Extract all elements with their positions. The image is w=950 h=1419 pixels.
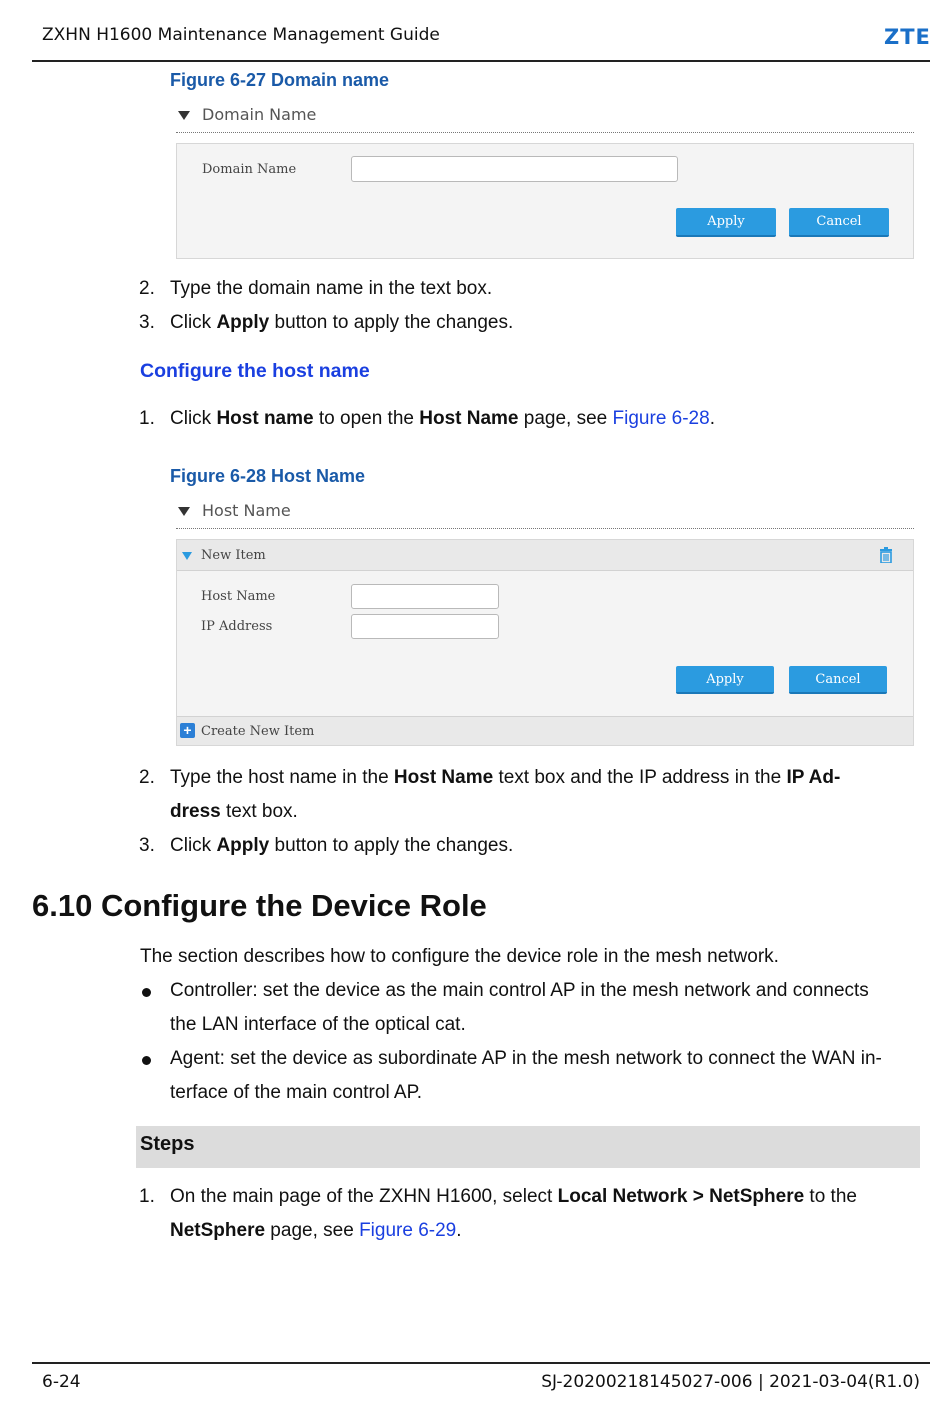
bullet-text: Agent: set the device as subordinate AP in the mesh network to connect the WAN in- bbox=[170, 1048, 882, 1069]
domain-name-label: Domain Name bbox=[202, 162, 297, 177]
step-text: Type the domain name in the text box. bbox=[170, 278, 493, 299]
header-rule bbox=[32, 60, 930, 62]
ip-address-input[interactable] bbox=[351, 614, 499, 639]
step-text: On the main page of the ZXHN H1600, select Local Network > NetSphere to the bbox=[170, 1186, 857, 1207]
trash-icon[interactable] bbox=[879, 547, 893, 563]
apply-button[interactable]: Apply bbox=[676, 666, 774, 694]
step-number: 2. bbox=[139, 767, 155, 788]
bullet-text-continued: terface of the main control AP. bbox=[170, 1082, 423, 1103]
ip-address-label: IP Address bbox=[201, 619, 273, 634]
collapse-triangle-icon bbox=[178, 507, 190, 516]
cancel-button[interactable]: Cancel bbox=[789, 208, 889, 237]
steps-heading-bar bbox=[136, 1126, 920, 1168]
step-text: Type the host name in the Host Name text box and the IP address in the IP Ad- bbox=[170, 767, 841, 788]
create-new-item-row[interactable] bbox=[177, 716, 913, 745]
domain-name-panel bbox=[176, 143, 914, 259]
step-number: 3. bbox=[139, 835, 155, 856]
step-text-continued: dress text box. bbox=[170, 801, 298, 822]
plus-icon: + bbox=[180, 723, 195, 738]
step-text: Click Apply button to apply the changes. bbox=[170, 835, 514, 856]
bullet-text: Controller: set the device as the main control AP in the mesh network and connects bbox=[170, 980, 869, 1001]
figure-caption-6-27: Figure 6-27 Domain name bbox=[170, 70, 390, 90]
create-new-item-label: Create New Item bbox=[201, 724, 315, 739]
step-number: 1. bbox=[139, 408, 155, 429]
document-id: SJ-20200218145027-006 | 2021-03-04(R1.0) bbox=[541, 1372, 920, 1392]
host-name-panel bbox=[176, 539, 914, 746]
page-number: 6-24 bbox=[42, 1372, 81, 1392]
section-divider bbox=[176, 528, 914, 529]
step-text: Click Host name to open the Host Name page, see Figure 6-28. bbox=[170, 408, 715, 429]
host-name-section-header[interactable]: Host Name bbox=[178, 501, 291, 520]
running-header-title: ZXHN H1600 Maintenance Management Guide bbox=[42, 25, 440, 45]
section-intro: The section describes how to configure the device role in the mesh network. bbox=[140, 946, 779, 967]
subheading-configure-host-name: Configure the host name bbox=[140, 360, 370, 382]
bullet-icon bbox=[142, 1056, 151, 1065]
host-name-input[interactable] bbox=[351, 584, 499, 609]
apply-button[interactable]: Apply bbox=[676, 208, 776, 237]
steps-heading: Steps bbox=[140, 1133, 195, 1155]
figure-link[interactable]: Figure 6-28 bbox=[612, 408, 710, 429]
figure-link[interactable]: Figure 6-29 bbox=[359, 1220, 457, 1241]
host-name-label: Host Name bbox=[201, 589, 276, 604]
domain-name-section-header[interactable]: Domain Name bbox=[178, 105, 316, 124]
expand-triangle-icon bbox=[182, 552, 192, 560]
footer-rule bbox=[32, 1362, 930, 1364]
bullet-icon bbox=[142, 988, 151, 997]
step-text-continued: NetSphere page, see Figure 6-29. bbox=[170, 1220, 462, 1241]
bullet-text-continued: the LAN interface of the optical cat. bbox=[170, 1014, 466, 1035]
zte-logo: ZTE bbox=[884, 25, 931, 49]
step-text: Click Apply button to apply the changes. bbox=[170, 312, 514, 333]
section-heading: 6.10 Configure the Device Role bbox=[32, 888, 487, 923]
section-divider bbox=[176, 132, 914, 133]
domain-name-input[interactable] bbox=[351, 156, 678, 182]
step-number: 2. bbox=[139, 278, 155, 299]
collapse-triangle-icon bbox=[178, 111, 190, 120]
new-item-label: New Item bbox=[201, 548, 266, 563]
step-number: 3. bbox=[139, 312, 155, 333]
cancel-button[interactable]: Cancel bbox=[789, 666, 887, 694]
figure-caption-6-28: Figure 6-28 Host Name bbox=[170, 466, 366, 486]
new-item-header[interactable] bbox=[177, 540, 913, 571]
step-number: 1. bbox=[139, 1186, 155, 1207]
